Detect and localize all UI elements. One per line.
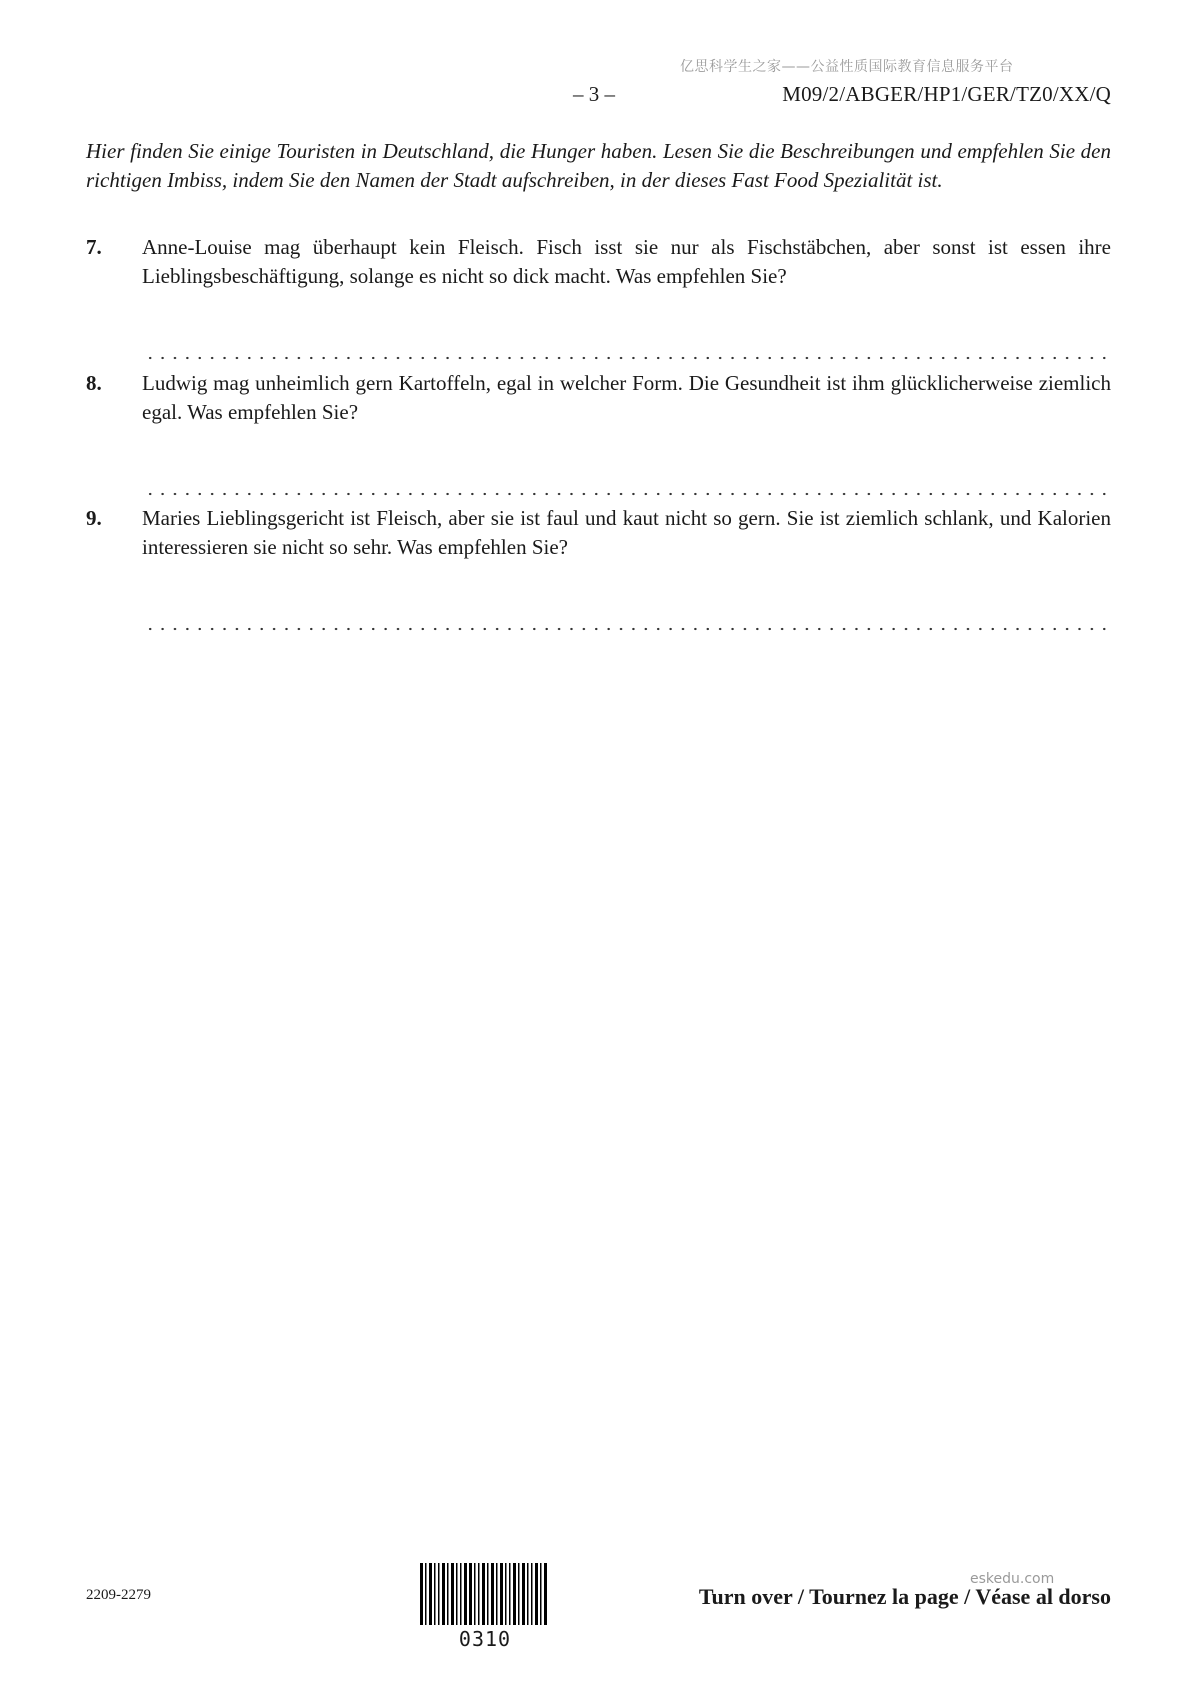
barcode-icon — [420, 1563, 550, 1625]
question-text: Ludwig mag unheimlich gern Kartoffeln, egal in welcher Form. Die Gesundheit ist ihm glücklicherweise ziemlich egal. Was empfehlen Sie? — [142, 371, 1111, 424]
answer-line[interactable] — [142, 355, 1110, 361]
question-text: Anne-Louise mag überhaupt kein Fleisch. Fisch isst sie nur als Fischstäbchen, aber sonst ist essen ihre Lieblingsbeschäftigung, solange es nicht so dick macht. Was empfehlen Sie? — [142, 235, 1111, 288]
question-9 — [86, 504, 1111, 562]
instructions: Hier finden Sie einige Touristen in Deutschland, die Hunger haben. Lesen Sie die Beschreibungen und empfehlen Sie den richtigen Imbiss, indem Sie den Namen der Stadt aufschreiben, in der dieses Fast Food Spezialität ist. — [86, 139, 1111, 192]
barcode-number: 0310 — [458, 1627, 512, 1651]
barcode — [420, 1563, 550, 1651]
question-text: Maries Lieblingsgericht ist Fleisch, aber sie ist faul und kaut nicht so gern. Sie ist ziemlich schlank, und Kalorien interessieren sie nicht so sehr. Was empfehlen Sie? — [142, 506, 1111, 559]
turn-over-note: Turn over / Tournez la page / Véase al dorso — [698, 1584, 1111, 1609]
paper-code: M09/2/ABGER/HP1/GER/TZ0/XX/Q — [782, 82, 1111, 106]
answer-line[interactable] — [142, 491, 1110, 497]
question-number: 8. — [86, 371, 102, 395]
question-number: 9. — [86, 506, 102, 530]
header-watermark: 亿思科学生之家——公益性质国际教育信息服务平台 — [680, 59, 1014, 75]
footer-watermark: eskedu.com — [970, 1571, 1055, 1587]
footer-code: 2209-2279 — [86, 1587, 151, 1603]
question-number: 7. — [86, 235, 102, 259]
answer-line[interactable] — [142, 626, 1110, 632]
page-number: – 3 – — [573, 82, 615, 106]
question-7 — [86, 233, 1111, 291]
question-8 — [86, 369, 1111, 427]
